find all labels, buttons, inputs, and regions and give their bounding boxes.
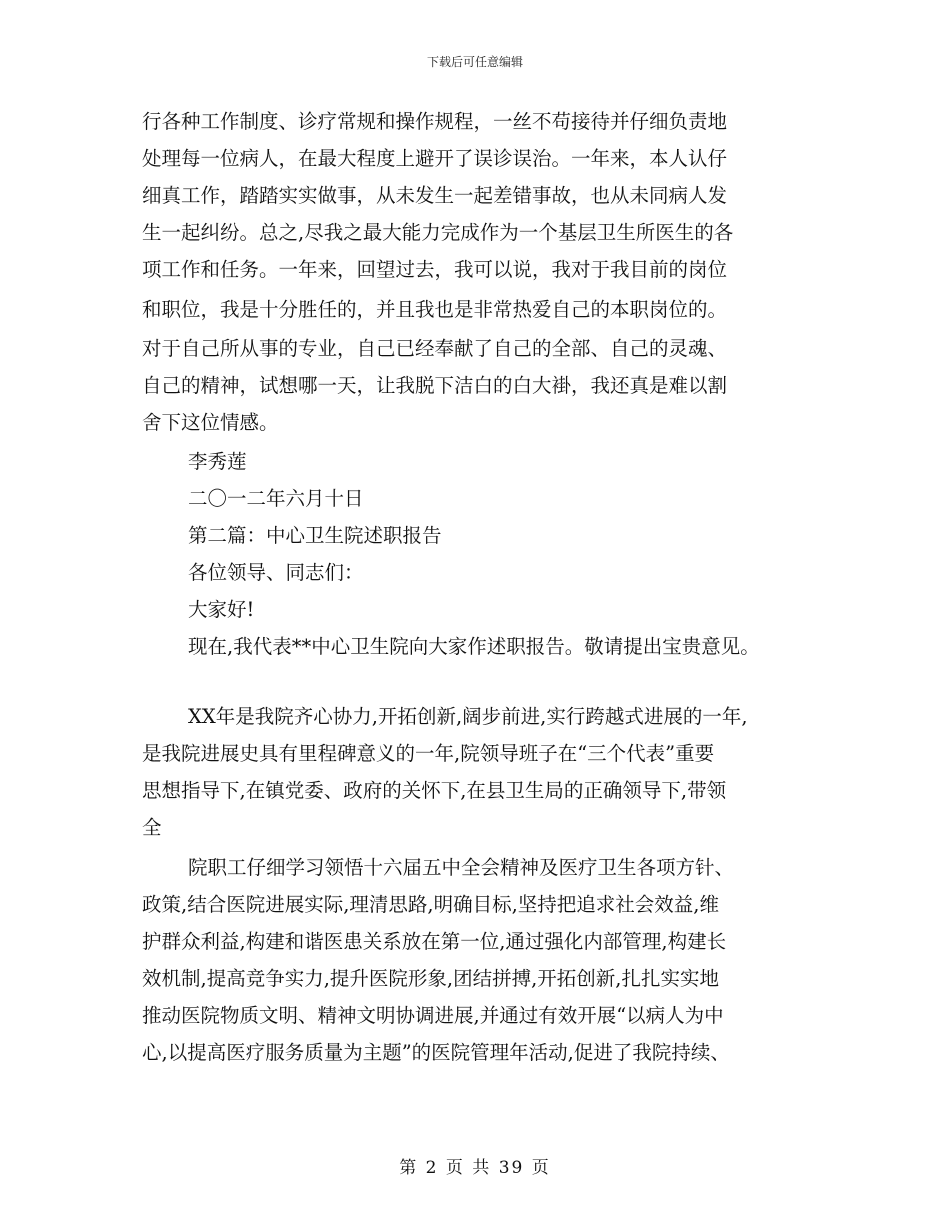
page-footer: 第 2 页 共 39 页 <box>399 1158 551 1178</box>
paragraph-line: 心,以提高医疗服务质量为主题”的医院管理年活动,促进了我院持续、 <box>142 1041 730 1064</box>
paragraph-line: 舍下这位情感。 <box>142 411 279 434</box>
paragraph-line: 处理每一位病人，在最大程度上避开了误诊误治。一年来，本人认仔 <box>142 147 728 170</box>
paragraph-line: 护群众利益,构建和谐医患关系放在第一位,通过强化内部管理,构建长 <box>142 930 727 953</box>
date: 二〇一二年六月十日 <box>188 487 364 510</box>
paragraph-line: 自己的精神，试想哪一天，让我脱下洁白的白大褂，我还真是难以割 <box>142 374 728 397</box>
intro-line: 现在,我代表**中心卫生院向大家作述职报告。敬请提出宝贵意见。 <box>188 635 760 658</box>
paragraph-line: 政策,结合医院进展实际,理清思路,明确目标,坚持把追求社会效益,维 <box>142 893 719 916</box>
greeting: 大家好! <box>188 598 255 621</box>
paragraph-line: 行各种工作制度、诊疗常规和操作规程，一丝不苟接待并仔细负责地 <box>142 110 728 133</box>
paragraph-line: 生一起纠纷。总之,尽我之最大能力完成作为一个基层卫生所医生的各 <box>142 221 734 244</box>
paragraph-line: 对于自己所从事的专业，自己已经奉献了自己的全部、自己的灵魂、 <box>142 337 728 360</box>
paragraph-line: 院职工仔细学习领悟十六届五中全会精神及医疗卫生各项方针、 <box>188 856 735 879</box>
paragraph-line: 全 <box>142 816 162 839</box>
paragraph-line: 项工作和任务。一年来，回望过去，我可以说，我对于我目前的岗位 <box>142 258 728 281</box>
page-header: 下载后可任意编辑 <box>426 55 523 69</box>
paragraph-line: 思想指导下,在镇党委、政府的关怀下,在县卫生局的正确领导下,带领 <box>142 779 727 802</box>
paragraph-line: 效机制,提高竞争实力,提升医院形象,团结拼搏,开拓创新,扎扎实实地 <box>142 967 719 990</box>
paragraph-line: 和职位，我是十分胜任的，并且我也是非常热爱自己的本职岗位的。 <box>142 298 728 321</box>
paragraph-line: 推动医院物质文明、精神文明协调进展,并通过有效开展“以病人为中 <box>142 1004 724 1027</box>
section-title: 第二篇：中心卫生院述职报告 <box>188 524 442 547</box>
salutation: 各位领导、同志们： <box>188 561 364 584</box>
paragraph-line: XX年是我院齐心协力,开拓创新,阔步前进,实行跨越式进展的一年, <box>188 705 748 728</box>
paragraph-line: 是我院进展史具有里程碑意义的一年,院领导班子在“三个代表”重要 <box>142 742 715 765</box>
paragraph-line: 细真工作，踏踏实实做事，从未发生一起差错事故，也从未同病人发 <box>142 184 728 207</box>
signature: 李秀莲 <box>188 450 247 473</box>
